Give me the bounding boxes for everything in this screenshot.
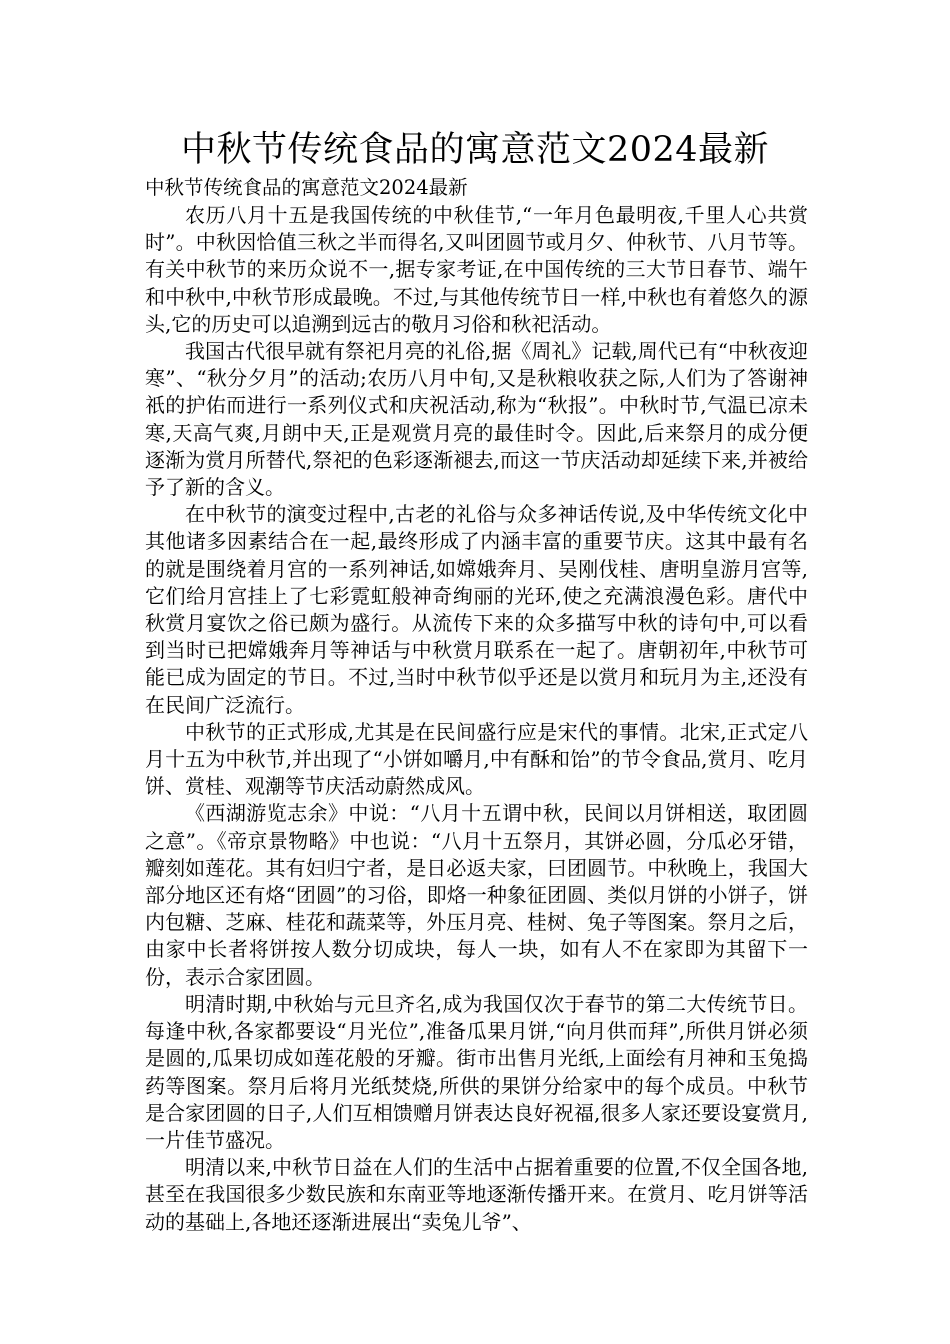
paragraph: 中秋节的正式形成,尤其是在民间盛行应是宋代的事情。北宋,正式定八月十五为中秋节,并出现了“小饼如嚼月,中有酥和饴”的节令食品,赏月、吃月饼、赏桂、观潮等节庆活动蔚然成风。 (145, 719, 808, 799)
paragraph: 在中秋节的演变过程中,古老的礼俗与众多神话传说,及中华传统文化中其他诸多因素结合在一起,最终形成了内涵丰富的重要节庆。这其中最有名的就是围绕着月宫的一系列神话,如嫦娥奔月、吴刚伐桂、唐明皇游月宫等,它们给月宫挂上了七彩霓虹般神奇绚丽的光环,使之充满浪漫色彩。唐代中秋赏月宴饮之俗已颇为盛行。从流传下来的众多描写中秋的诗句中,可以看到当时已把嫦娥奔月等神话与中秋赏月联系在一起了。唐朝初年,中秋节可能已成为固定的节日。不过,当时中秋节似乎还是以赏月和玩月为主,还没有在民间广泛流行。 (145, 502, 808, 717)
paragraph: 明清时期,中秋始与元旦齐名,成为我国仅次于春节的第二大传统节日。每逢中秋,各家都要设“月光位”,准备瓜果月饼,“向月供而拜”,所供月饼必须是圆的,瓜果切成如莲花般的牙瓣。街市出售月光纸,上面绘有月神和玉兔捣药等图案。祭月后将月光纸焚烧,所供的果饼分给家中的每个成员。中秋节是合家团圆的日子,人们互相馈赠月饼表达良好祝福,很多人家还要设宴赏月,一片佳节盛况。 (145, 991, 808, 1152)
paragraph: 我国古代很早就有祭祀月亮的礼俗,据《周礼》记载,周代已有“中秋夜迎寒”、“秋分夕月”的活动;农历八月中旬,又是秋粮收获之际,人们为了答谢神祇的护佑而进行一系列仪式和庆祝活动,称为“秋报”。中秋时节,气温已凉未寒,天高气爽,月朗中天,正是观赏月亮的最佳时令。因此,后来祭月的成分便逐渐为赏月所替代,祭祀的色彩逐渐褪去,而这一节庆活动却延续下来,并被给予了新的含义。 (145, 339, 808, 500)
document-body (145, 174, 808, 1236)
document-title: 中秋节传统食品的寓意范文2024最新 (180, 130, 770, 170)
paragraph: 农历八月十五是我国传统的中秋佳节,“一年月色最明夜,千里人心共赏时”。中秋因恰值三秋之半而得名,又叫团圆节或月夕、仲秋节、八月节等。有关中秋节的来历众说不一,据专家考证,在中国传统的三大节日春节、端午和中秋中,中秋节形成最晚。不过,与其他传统节日一样,中秋也有着悠久的源头,它的历史可以追溯到远古的敬月习俗和秋祀活动。 (145, 203, 808, 336)
paragraph: 明清以来,中秋节日益在人们的生活中占据着重要的位置,不仅全国各地,甚至在我国很多少数民族和东南亚等地逐渐传播开来。在赏月、吃月饼等活动的基础上,各地还逐渐进展出“卖兔儿爷”、 (145, 1155, 808, 1234)
document-subtitle: 中秋节传统食品的寓意范文2024最新 (145, 176, 468, 199)
paragraph: 《西湖游览志余》中说：“八月十五谓中秋，民间以月饼相送，取团圆之意”。《帝京景物略》中也说：“八月十五祭月，其饼必圆，分瓜必牙错，瓣刻如莲花。其有妇归宁者，是日必返夫家，曰团圆节。中秋晚上，我国大部分地区还有烙“团圆”的习俗，即烙一种象征团圆、类似月饼的小饼子，饼内包糖、芝麻、桂花和蔬菜等，外压月亮、桂树、兔子等图案。祭月之后，由家中长者将饼按人数分切成块，每人一块，如有人不在家即为其留下一份，表示合家团圆。 (145, 801, 808, 989)
